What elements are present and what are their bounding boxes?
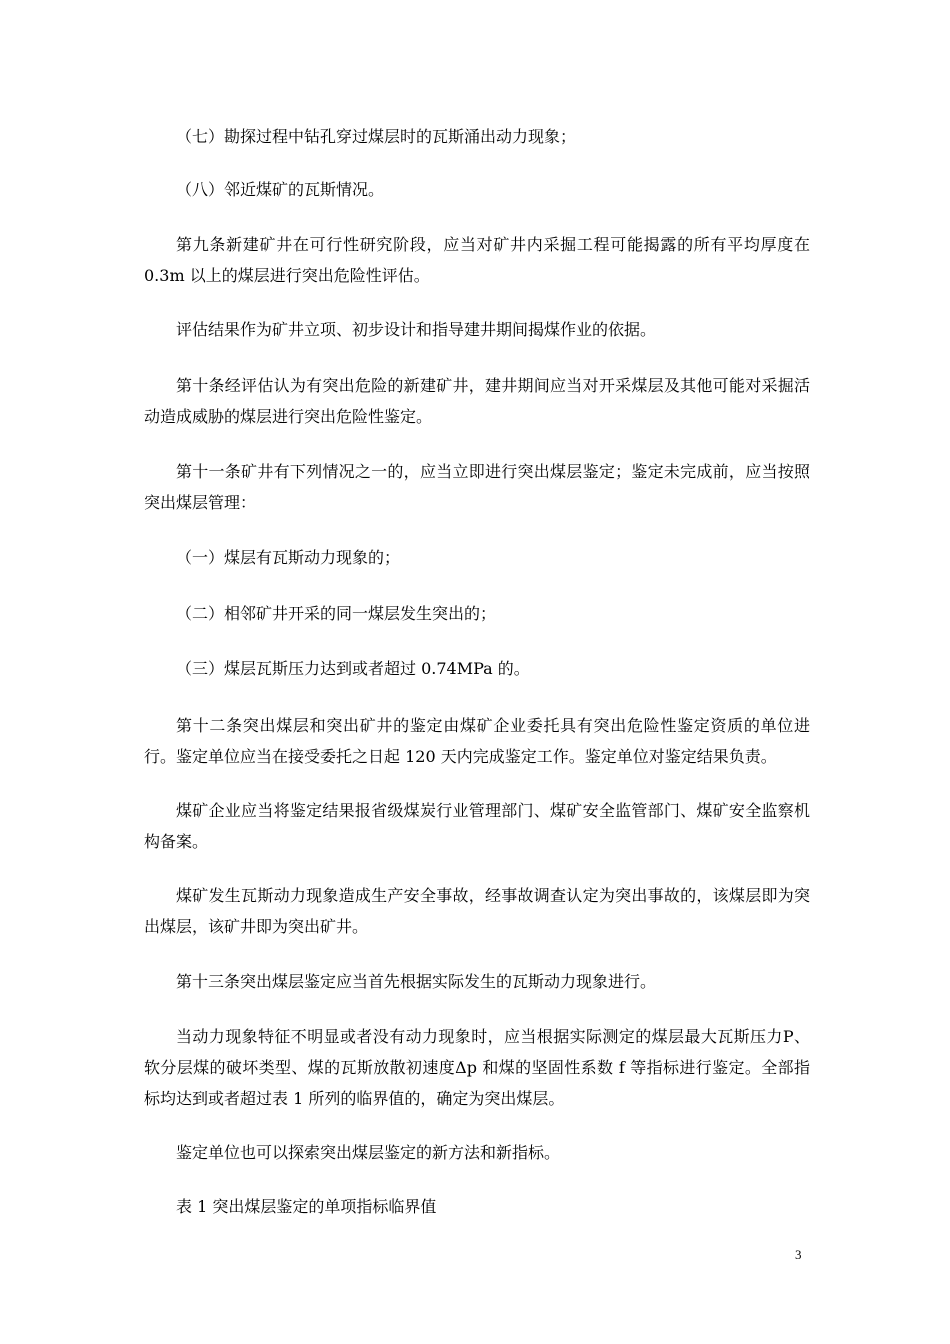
paragraph-indicators: 当动力现象特征不明显或者没有动力现象时，应当根据实际测定的煤层最大瓦斯压力P、软分层煤的破坏类型、煤的瓦斯放散初速度Δp 和煤的坚固性系数 f 等指标进行鉴定。全部指标均达到或者超过表 1 所列的临界值的，确定为突出煤层。 (144, 1027, 810, 1108)
paragraph-item-3: （三）煤层瓦斯压力达到或者超过 0.74MPa 的。 (176, 659, 530, 678)
paragraph-article-12: 第十二条突出煤层和突出矿井的鉴定由煤矿企业委托具有突出危险性鉴定资质的单位进行。鉴定单位应当在接受委托之日起 120 天内完成鉴定工作。鉴定单位对鉴定结果负责。 (144, 716, 810, 766)
paragraph-item-2: （二）相邻矿井开采的同一煤层发生突出的； (176, 604, 497, 623)
paragraph-item-1: （一）煤层有瓦斯动力现象的； (176, 548, 401, 567)
paragraph-clause-7: （七）勘探过程中钻孔穿过煤层时的瓦斯涌出动力现象； (176, 127, 577, 146)
paragraph-article-13: 第十三条突出煤层鉴定应当首先根据实际发生的瓦斯动力现象进行。 (176, 972, 657, 991)
paragraph-assessment-result: 评估结果作为矿井立项、初步设计和指导建井期间揭煤作业的依据。 (176, 320, 657, 339)
page-number: 3 (795, 1247, 802, 1262)
paragraph-filing: 煤矿企业应当将鉴定结果报省级煤炭行业管理部门、煤矿安全监管部门、煤矿安全监察机构备案。 (144, 801, 810, 851)
paragraph-article-9: 第九条新建矿井在可行性研究阶段，应当对矿井内采掘工程可能揭露的所有平均厚度在0.3m 以上的煤层进行突出危险性评估。 (144, 235, 810, 285)
paragraph-article-11: 第十一条矿井有下列情况之一的，应当立即进行突出煤层鉴定；鉴定未完成前，应当按照突出煤层管理： (144, 462, 810, 512)
table-caption: 表 1 突出煤层鉴定的单项指标临界值 (176, 1197, 437, 1216)
paragraph-clause-8: （八）邻近煤矿的瓦斯情况。 (176, 180, 385, 199)
paragraph-new-methods: 鉴定单位也可以探索突出煤层鉴定的新方法和新指标。 (176, 1143, 561, 1162)
paragraph-accident: 煤矿发生瓦斯动力现象造成生产安全事故，经事故调查认定为突出事故的，该煤层即为突出煤层，该矿井即为突出矿井。 (144, 886, 810, 936)
paragraph-article-10: 第十条经评估认为有突出危险的新建矿井，建井期间应当对开采煤层及其他可能对采掘活动造成威胁的煤层进行突出危险性鉴定。 (144, 376, 810, 426)
